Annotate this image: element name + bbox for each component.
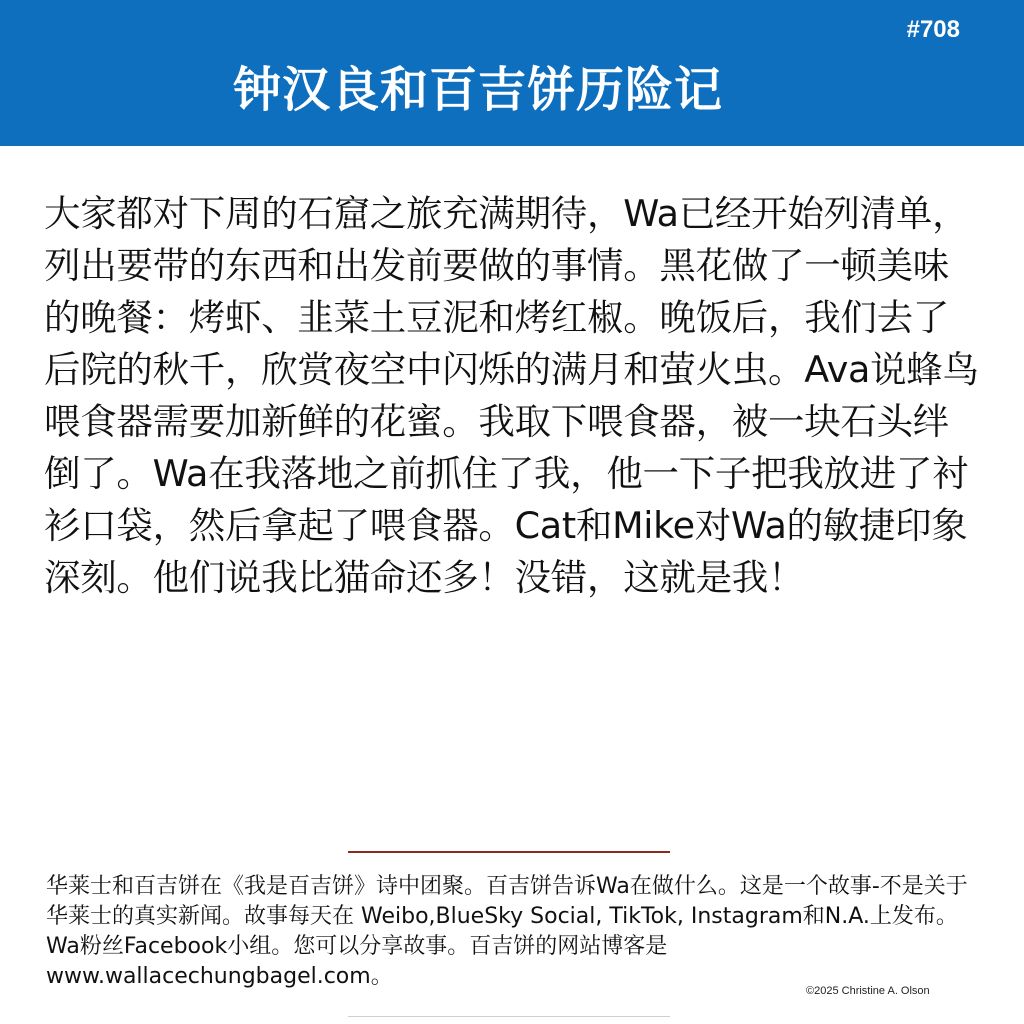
- page-title: 钟汉良和百吉饼历险记: [232, 62, 723, 118]
- story-text: 大家都对下周的石窟之旅充满期待，Wa已经开始列清单，列出要带的东西和出发前要做的事情。黑花做了一顿美味的晚餐：烤虾、韭菜土豆泥和烤红椒。晚饭后，我们去了后院的秋千，欣赏夜空中闪烁的满月和萤火虫。Ava说蜂鸟喂食器需要加新鲜的花蜜。我取下喂食器，被一块石头绊倒了。Wa在我落地之前抓住了我，他一下子把我放进了衬衫口袋，然后拿起了喂食器。Cat和Mike对Wa的敏捷印象深刻。他们说我比猫命还多！没错，这就是我！: [44, 192, 979, 599]
- episode-number: #708: [906, 16, 960, 43]
- section-divider: [348, 851, 670, 853]
- copyright-text: ©2025 Christine A. Olson: [806, 985, 930, 997]
- footer-note: 华莱士和百吉饼在《我是百吉饼》诗中团聚。百吉饼告诉Wa在做什么。这是一个故事-不是关于华莱士的真实新闻。故事每天在 Weibo,BlueSky Social, TikTok, Instagram和N.A.上发布。Wa粉丝Facebook小组。您可以分享故事。百吉饼的网站博客是www.wallacechungbagel.com。: [46, 874, 968, 989]
- header-banner: [0, 0, 1024, 146]
- bottom-divider: [348, 1016, 670, 1017]
